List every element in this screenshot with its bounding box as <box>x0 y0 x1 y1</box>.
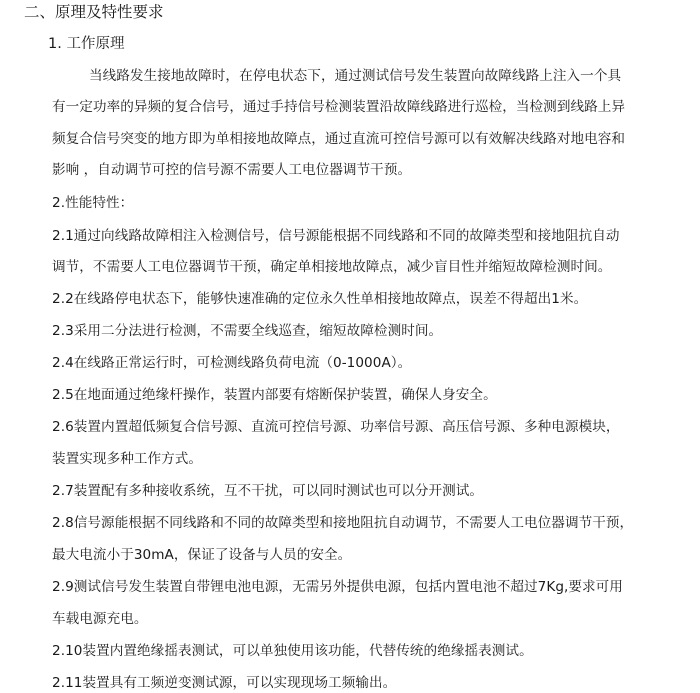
spec-item-line: 2.1通过向线路故障相注入检测信号，信号源能根据不同线路和不同的故障类型和接地阻抗自动 <box>52 228 620 244</box>
paragraph-line: 频复合信号突变的地方即为单相接地故障点，通过直流可控信号源可以有效解决线路对地电容和 <box>52 131 626 147</box>
spec-item-line: 装置实现多种工作方式。 <box>52 451 203 467</box>
subsection-title-working-principle: 1. 工作原理 <box>48 36 125 52</box>
spec-item-line: 最大电流小于30mA，保证了设备与人员的安全。 <box>52 547 352 563</box>
subsection-title-performance: 2.性能特性： <box>52 195 134 211</box>
spec-item-line: 2.9测试信号发生装置自带锂电池电源，无需另外提供电源，包括内置电池不超过7Kg,要求可用 <box>52 579 623 595</box>
paragraph-line: 影响 ，自动调节可控的信号源不需要人工电位器调节干预。 <box>52 162 412 178</box>
spec-item-line: 2.6装置内置超低频复合信号源、直流可控信号源、功率信号源、高压信号源、多种电源模块， <box>52 419 620 435</box>
spec-item-line: 2.4在线路正常运行时，可检测线路负荷电流（0-1000A）。 <box>52 355 412 371</box>
paragraph-line: 有一定功率的异频的复合信号，通过手持信号检测装置沿故障线路进行巡检，当检测到线路上异 <box>52 99 626 115</box>
spec-item-line: 车载电源充电。 <box>52 611 148 627</box>
spec-item-line: 2.11装置具有工频逆变测试源，可以实现现场工频输出。 <box>52 675 397 691</box>
spec-item-line: 2.7装置配有多种接收系统，互不干扰，可以同时测试也可以分开测试。 <box>52 483 484 499</box>
spec-item-line: 2.10装置内置绝缘摇表测试，可以单独使用该功能，代替传统的绝缘摇表测试。 <box>52 643 533 659</box>
spec-item-line: 2.8信号源能根据不同线路和不同的故障类型和接地阻抗自动调节，不需要人工电位器调节干预， <box>52 515 634 531</box>
paragraph-line: 当线路发生接地故障时，在停电状态下，通过测试信号发生装置向故障线路上注入一个具 <box>89 68 622 84</box>
spec-item-line: 2.3采用二分法进行检测，不需要全线巡查，缩短故障检测时间。 <box>52 323 443 339</box>
spec-item-line: 2.5在地面通过绝缘杆操作，装置内部要有熔断保护装置，确保人身安全。 <box>52 387 497 403</box>
spec-item-line: 调节，不需要人工电位器调节干预，确定单相接地故障点，减少盲目性并缩短故障检测时间。 <box>52 259 612 275</box>
spec-item-line: 2.2在线路停电状态下，能够快速准确的定位永久性单相接地故障点，误差不得超出1米。 <box>52 291 588 307</box>
section-heading: 二、原理及特性要求 <box>24 3 164 21</box>
